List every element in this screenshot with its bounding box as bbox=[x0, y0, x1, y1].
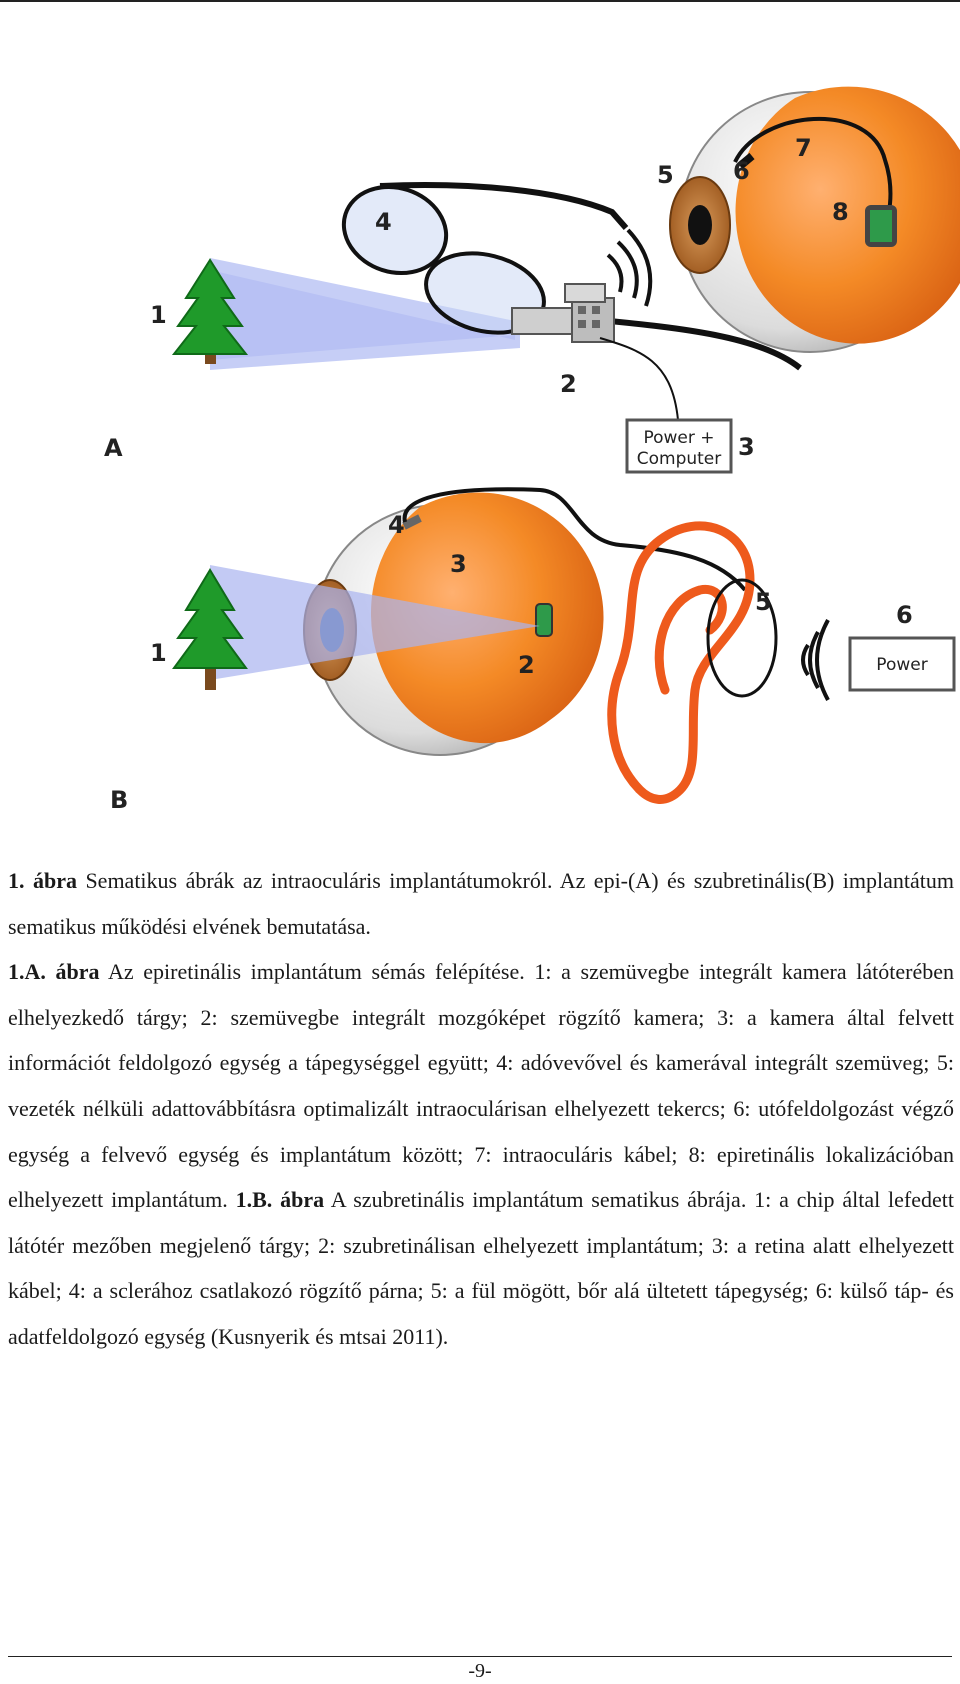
figure-illustration bbox=[0, 70, 960, 830]
caption-intro-word: ábra bbox=[32, 868, 77, 893]
label-b-2: 2 bbox=[518, 651, 535, 679]
caption-a-word: ábra bbox=[55, 959, 100, 985]
label-b-1: 1 bbox=[150, 639, 167, 667]
label-a-4: 4 bbox=[375, 208, 392, 236]
figure-caption bbox=[8, 858, 954, 1360]
box-text-line-2: Computer bbox=[636, 449, 722, 469]
caption-part-a bbox=[8, 949, 954, 1359]
top-rule bbox=[0, 0, 960, 2]
panel-b-label: B bbox=[110, 786, 129, 814]
caption-b-text: A szubretinális implantátum sematikus ábrája. 1: a chip által lefedett látótér mezőben megjelenő tárgy; 2: szubretinálisan elhelyezett implantátum; 3: a retina alatt elhelyezett kábel; 4: a sclerához csatlakozó rögzítő párna; 5: a fül mögött, bőr alá ültetett tápegység; 6: külső táp- és adatfeldolgozó egység (Kusnyerik és mtsai 2011). bbox=[8, 1187, 954, 1349]
page-number: -9- bbox=[468, 1660, 492, 1682]
label-a-3: 3 bbox=[738, 433, 755, 461]
cable-a bbox=[600, 338, 678, 420]
label-a-6: 6 bbox=[733, 157, 750, 185]
caption-b-word: ábra bbox=[280, 1187, 325, 1213]
label-b-4: 4 bbox=[388, 511, 405, 539]
label-a-8: 8 bbox=[832, 198, 849, 226]
caption-intro bbox=[8, 858, 954, 949]
caption-intro-number: 1. bbox=[8, 868, 25, 893]
panel-a-label: A bbox=[104, 434, 123, 462]
label-a-1: 1 bbox=[150, 301, 167, 329]
caption-a-number: 1.A. bbox=[8, 959, 46, 985]
label-a-5: 5 bbox=[657, 161, 674, 189]
caption-intro-text: Sematikus ábrák az intraoculáris implantátumokról. Az epi-(A) és szubretinális(B) implantátum sematikus működési elvének bemutatása. bbox=[8, 868, 954, 939]
caption-a-text: Az epiretinális implantátum sémás felépítése. 1: a szemüvegbe integrált kamera látóterében elhelyezkedő tárgy; 2: szemüvegbe integrált mozgóképet rögzítő kamera; 3: a kamera által felvett információt feldolgozó egység a tápegységgel együtt; 4: adóvevővel és kamerával integrált szemüveg; 5: vezeték nélküli adattovábbításra optimalizált intraoculárisan elhelyezett tekercs; 6: utófeldolgozást végző egység a felvevő egység és implantátum között; 7: intraoculáris kábel; 8: epiretinális lokalizációban elhelyezett implantátum. bbox=[8, 959, 954, 1213]
label-a-7: 7 bbox=[795, 134, 812, 162]
label-b-6: 6 bbox=[896, 601, 913, 629]
eye-a-icon bbox=[670, 87, 960, 352]
label-b-5: 5 bbox=[755, 588, 772, 616]
label-b-3: 3 bbox=[450, 550, 467, 578]
panel-b-drawing bbox=[110, 489, 954, 814]
wireless-waves-icon bbox=[608, 230, 650, 306]
panel-a-drawing bbox=[104, 87, 960, 472]
footer-rule bbox=[8, 1656, 952, 1657]
caption-b-number: 1.B. bbox=[235, 1187, 273, 1213]
box-text-line-1: Power + bbox=[643, 428, 715, 448]
ear-icon bbox=[612, 526, 750, 800]
power-box-text: Power bbox=[876, 655, 928, 675]
wireless-waves-icon-b bbox=[803, 620, 828, 700]
label-a-2: 2 bbox=[560, 370, 577, 398]
